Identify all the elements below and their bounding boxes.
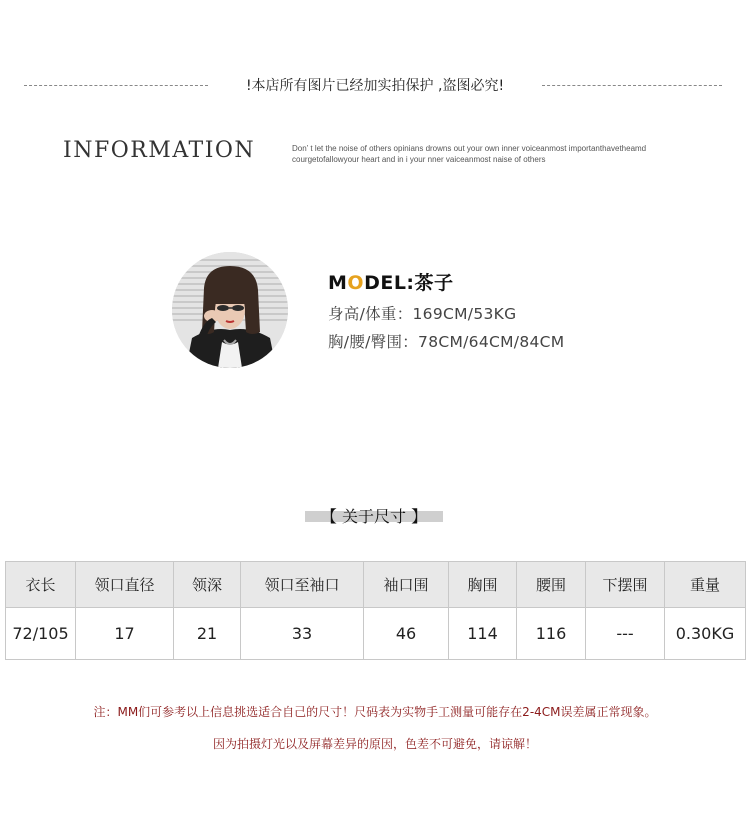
cell-neck-diameter: 17 [76,608,174,660]
header-neck-diameter: 领口直径 [76,562,174,608]
information-description-line2: courgetofallowyour heart and in i your nner vaiceanmost naise of others [292,155,546,164]
model-label-rest: DEL: [364,272,415,294]
copyright-notice [0,72,750,98]
cell-neck-depth: 21 [174,608,241,660]
dashed-divider-left [24,85,208,86]
size-table-header-row [6,562,746,608]
information-description-line1: Don’ t let the noise of others opinians drowns out your own inner voiceanmost importanthavetheamd [292,144,647,153]
model-label-m: M [328,272,348,294]
cell-length: 72/105 [6,608,76,660]
header-length: 衣长 [6,562,76,608]
information-description [292,143,732,165]
cell-neck-to-cuff: 33 [241,608,364,660]
size-title-text: 【 关于尺寸 】 [320,507,428,526]
header-waist: 腰围 [517,562,586,608]
header-hem: 下摆围 [586,562,665,608]
header-neck-to-cuff: 领口至袖口 [241,562,364,608]
cell-waist: 116 [517,608,586,660]
header-chest: 胸围 [449,562,517,608]
table-row [6,608,746,660]
copyright-notice-text: !本店所有图片已经加实拍保护 ,盗图必究! [245,78,505,94]
model-measurements: 胸/腰/臀围：78CM/64CM/84CM [328,333,565,351]
cell-hem: --- [586,608,665,660]
cell-cuff: 46 [364,608,449,660]
size-note: 注：MM们可参考以上信息挑选适合自己的尺寸！尺码表为实物手工测量可能存在2-4CM误差属正常现象。 [93,705,657,719]
cell-chest: 114 [449,608,517,660]
model-avatar [172,252,288,368]
model-photo [172,252,288,368]
model-name-value: 茶子 [414,272,454,294]
information-title: INFORMATION [63,138,256,163]
size-table [5,561,746,660]
cell-weight: 0.30KG [665,608,746,660]
model-label-o: O [347,272,365,294]
dashed-divider-right [542,85,722,86]
header-neck-depth: 领深 [174,562,241,608]
model-name [328,268,454,295]
model-height-weight: 身高/体重：169CM/53KG [328,305,517,323]
color-note: 因为拍摄灯光以及屏幕差异的原因，色差不可避免，请谅解！ [212,737,537,751]
header-cuff: 袖口围 [364,562,449,608]
header-weight: 重量 [665,562,746,608]
size-section-title [305,506,443,526]
